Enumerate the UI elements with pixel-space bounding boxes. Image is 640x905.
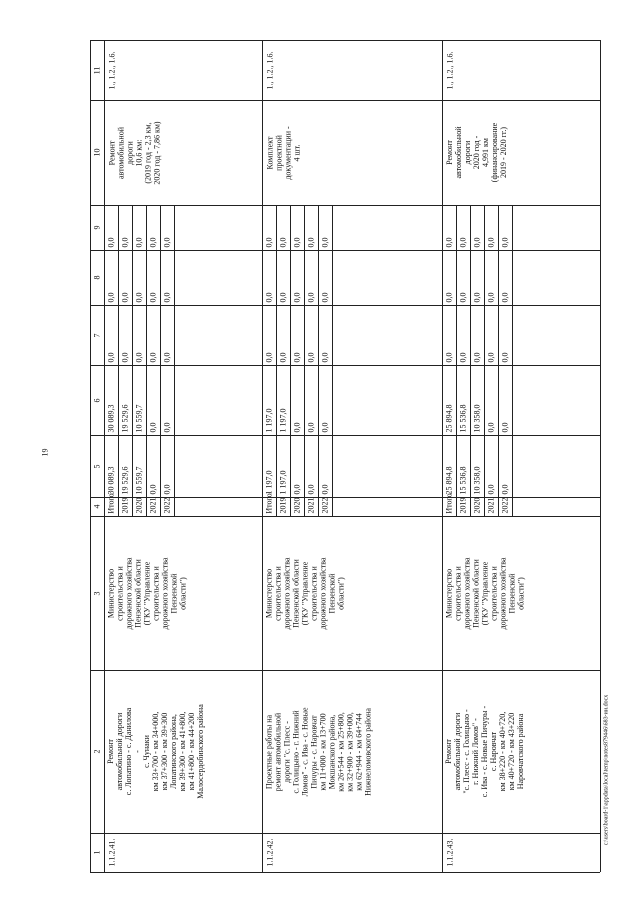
value-cell: 10 559,7 — [134, 466, 144, 494]
row-name-line: км 39+300 - км 41+800, — [177, 711, 187, 792]
value-cell: 15 536,8 — [458, 404, 468, 432]
row-target: 1., 1.2., 1.6. — [265, 51, 275, 89]
row-executor-line: Пензенской области — [132, 558, 142, 628]
row-executor-line: строительства и — [114, 565, 124, 621]
value-cell: 0,0 — [264, 292, 274, 302]
value-cell: 0,0 — [134, 237, 144, 247]
value-cell: 15 536,8 — [458, 466, 468, 494]
value-cell: 0,0 — [162, 292, 172, 302]
value-cell: 1 197,0 — [264, 470, 274, 494]
row-executor-line: Пензенской — [506, 573, 516, 613]
value-cell: 10 559,7 — [134, 404, 144, 432]
column-number-header: 10 — [92, 148, 102, 157]
value-cell: 0,0 — [278, 292, 288, 302]
row-target: 1., 1.2., 1.6. — [107, 51, 117, 89]
year-cell: 2019 — [120, 497, 130, 513]
row-executor-line: (ГКУ "Управление — [299, 561, 309, 625]
year-cell: 2020 — [472, 497, 482, 513]
grid-line-year — [318, 205, 319, 516]
value-cell: 0,0 — [444, 352, 454, 362]
row-result-line: дороги — [463, 140, 473, 165]
row-result-line: 2020 год - — [472, 135, 482, 170]
row-result-line: автомобильной — [116, 126, 126, 179]
grid-line-year — [174, 205, 175, 516]
row-executor-line: (ГКУ "Управление — [479, 561, 489, 625]
row-target: 1., 1.2., 1.6. — [445, 51, 455, 89]
row-name-line: Лопатинского района, — [168, 714, 178, 789]
page-number: 19 — [40, 448, 50, 456]
row-executor — [264, 557, 345, 629]
grid-line-vertical — [600, 40, 601, 872]
row-name-line: с. Чунаки — [141, 735, 151, 768]
column-number-header: 2 — [92, 749, 102, 754]
row-name-line: Наровчатского района — [516, 713, 526, 790]
value-cell: 0,0 — [162, 352, 172, 362]
value-cell: 0,0 — [486, 292, 496, 302]
year-cell: 2022 — [500, 497, 510, 513]
value-cell: 25 894,8 — [444, 404, 454, 432]
year-cell: 2021 — [306, 497, 316, 513]
row-name — [444, 706, 525, 797]
value-cell: 0,0 — [120, 237, 130, 247]
row-result-line: дороги — [125, 140, 135, 165]
row-executor-line: Пензенской области — [290, 558, 300, 628]
row-executor-line: дорожного хозяйства — [497, 557, 507, 629]
row-name-line: Ломов" - с. Ива - с. Новые — [300, 706, 310, 797]
value-cell: 0,0 — [500, 422, 510, 432]
value-cell: 0,0 — [444, 292, 454, 302]
value-cell: 0,0 — [162, 237, 172, 247]
row-name-line: г. Нижний Ломов" - — [471, 718, 481, 785]
value-cell: 10 358,0 — [472, 466, 482, 494]
value-cell: 0,0 — [292, 292, 302, 302]
grid-line-vertical — [90, 40, 91, 872]
row-executor-line: области") — [335, 576, 345, 610]
row-name-line: км 38+220 - км 40+720, — [498, 711, 508, 792]
row-name-line: Проектные работы на — [264, 714, 274, 789]
row-id: 1.1.2.43. — [445, 838, 455, 867]
row-name-line: км 40+720 - км 43+220 — [507, 712, 517, 791]
value-cell: 0,0 — [306, 237, 316, 247]
year-cell: 2022 — [320, 497, 330, 513]
row-result-line: (финансирование — [490, 122, 500, 183]
value-cell: 0,0 — [486, 237, 496, 247]
value-cell: 0,0 — [134, 292, 144, 302]
grid-line-year — [512, 205, 513, 516]
value-cell: 0,0 — [500, 292, 510, 302]
value-cell: 0,0 — [148, 352, 158, 362]
value-cell: 0,0 — [458, 292, 468, 302]
row-name-line: с. Голицыно - г. Нижний — [291, 709, 301, 794]
row-name-line: Ремонт — [444, 739, 454, 764]
value-cell: 0,0 — [444, 237, 454, 247]
year-cell: 2021 — [486, 497, 496, 513]
row-name-line: км 26+544 - км 25+800, — [336, 711, 346, 792]
row-name-line: с. Наровчат — [489, 731, 499, 772]
row-executor — [106, 557, 187, 629]
row-name-line: - — [132, 750, 142, 753]
value-cell: 0,0 — [500, 352, 510, 362]
value-cell: 0,0 — [162, 484, 172, 494]
grid-line-year — [484, 205, 485, 516]
grid-line-horizontal — [90, 305, 600, 306]
row-result-line: документации - — [283, 125, 293, 180]
year-cell: 2019 — [278, 497, 288, 513]
grid-line-year — [498, 205, 499, 516]
column-number-header: 9 — [92, 225, 102, 230]
value-cell: 0,0 — [472, 237, 482, 247]
row-name-line: км 37+300 - км 39+300 — [159, 712, 169, 791]
row-executor-line: строительства и — [488, 565, 498, 621]
value-cell: 0,0 — [292, 422, 302, 432]
value-cell: 0,0 — [306, 352, 316, 362]
grid-line-year — [132, 205, 133, 516]
row-name-line: Пичуры - с. Наровчат — [309, 714, 319, 789]
year-cell: 2020 — [134, 497, 144, 513]
grid-line-year — [470, 205, 471, 516]
row-result-line: Комплект — [265, 136, 275, 169]
year-cell: 2020 — [292, 497, 302, 513]
row-name-line: "с. Плесс - с. Голицыно - — [462, 709, 472, 794]
grid-line-year — [118, 205, 119, 516]
row-result-line: 2019 - 2020 гг.) — [499, 127, 509, 179]
column-number-header: 6 — [92, 398, 102, 402]
value-cell: 0,0 — [306, 484, 316, 494]
row-result — [107, 121, 161, 184]
value-cell: 0,0 — [486, 352, 496, 362]
value-cell: 0,0 — [292, 484, 302, 494]
column-number-header: 11 — [92, 66, 102, 74]
row-executor — [444, 557, 525, 629]
value-cell: 0,0 — [120, 352, 130, 362]
value-cell: 0,0 — [320, 292, 330, 302]
row-executor-line: (ГКУ "Управление — [141, 561, 151, 625]
row-name — [106, 704, 205, 799]
value-cell: 0,0 — [320, 484, 330, 494]
value-cell: 0,0 — [148, 422, 158, 432]
value-cell: 0,0 — [106, 237, 116, 247]
value-cell: 0,0 — [292, 237, 302, 247]
grid-line-horizontal — [90, 40, 600, 41]
row-name-line: Мокшанского района, — [327, 714, 337, 789]
value-cell: 0,0 — [134, 352, 144, 362]
row-result — [445, 123, 508, 182]
grid-line-horizontal — [90, 872, 600, 873]
row-result-line: 4,991 км — [481, 138, 491, 167]
row-executor-line: строительства и — [150, 565, 160, 621]
value-cell: 0,0 — [486, 422, 496, 432]
row-name-line: автомобильной дороги — [114, 712, 124, 791]
row-executor-line: строительства и — [452, 565, 462, 621]
row-executor-line: Пензенской — [326, 573, 336, 613]
row-id: 1.1.2.42. — [265, 838, 275, 867]
grid-line-horizontal — [90, 100, 600, 101]
row-executor-line: дорожного хозяйства — [159, 557, 169, 629]
grid-line-year — [290, 205, 291, 516]
grid-line-year — [456, 205, 457, 516]
value-cell: 0,0 — [320, 237, 330, 247]
grid-line-vertical — [442, 40, 443, 872]
row-name-line: Нижнеломовского района — [363, 707, 373, 796]
column-number-header: 1 — [92, 850, 102, 855]
row-name — [264, 707, 372, 796]
row-name-line: км 11+000 - км 13+700 — [318, 712, 328, 791]
grid-line-vertical — [262, 40, 263, 872]
value-cell: 10 358,0 — [472, 404, 482, 432]
row-result-line: Ремонт — [107, 140, 117, 165]
grid-line-year — [304, 205, 305, 516]
row-name-line: км 62+944 - км 64+744 — [354, 712, 364, 791]
grid-line-horizontal — [90, 670, 600, 671]
value-cell: 0,0 — [458, 352, 468, 362]
value-cell: 0,0 — [292, 352, 302, 362]
row-result-line: автомобильной — [454, 126, 464, 179]
column-number-header: 4 — [92, 504, 102, 509]
value-cell: 0,0 — [264, 352, 274, 362]
row-name-line: Малосердобинского района — [195, 704, 205, 799]
value-cell: 0,0 — [500, 237, 510, 247]
value-cell: 0,0 — [278, 237, 288, 247]
row-name-line: дороги "с. Плесс - — [282, 720, 292, 783]
row-executor-line: дорожного хозяйства — [317, 557, 327, 629]
grid-line-horizontal — [90, 365, 600, 366]
grid-line-horizontal — [90, 833, 600, 834]
row-executor-line: области") — [515, 576, 525, 610]
row-name-line: км 33+700 - км 34+000, — [150, 711, 160, 792]
row-executor-line: дорожного хозяйства — [461, 557, 471, 629]
value-cell: 30 089,3 — [106, 404, 116, 432]
value-cell: 0,0 — [320, 352, 330, 362]
row-executor-line: Министерство — [105, 568, 115, 618]
value-cell: 0,0 — [472, 352, 482, 362]
value-cell: 19 529,6 — [120, 466, 130, 494]
column-number-header: 7 — [92, 333, 102, 337]
year-cell: Итого — [106, 492, 116, 514]
year-cell: Итого — [444, 492, 454, 514]
row-executor-line: Пензенской области — [470, 558, 480, 628]
value-cell: 0,0 — [320, 422, 330, 432]
row-executor-line: дорожного хозяйства — [281, 557, 291, 629]
row-name-line: км 41+800 - км 44+200 — [186, 712, 196, 791]
value-cell: 30 089,3 — [106, 466, 116, 494]
value-cell: 0,0 — [148, 484, 158, 494]
grid-line-year — [160, 205, 161, 516]
row-result-line: 4 шт. — [292, 143, 302, 162]
value-cell: 0,0 — [306, 422, 316, 432]
value-cell: 25 894,8 — [444, 466, 454, 494]
year-cell: 2019 — [458, 497, 468, 513]
value-cell: 0,0 — [486, 484, 496, 494]
value-cell: 0,0 — [120, 292, 130, 302]
grid-line-year — [332, 205, 333, 516]
row-name-line: с. Лопатино - с. Данилова — [123, 707, 133, 796]
row-name-line: с. Ива - с. Новые Пичуры - — [480, 705, 490, 798]
column-number-header: 5 — [92, 464, 102, 468]
row-id: 1.1.2.41. — [107, 838, 117, 867]
value-cell: 0,0 — [278, 352, 288, 362]
file-path-footer: c:\users\board-1\appdata\local\temp\notes879446\683-ии.docx — [602, 694, 609, 846]
value-cell: 1 197,0 — [278, 408, 288, 432]
row-executor-line: Пензенской — [168, 573, 178, 613]
row-result — [265, 126, 301, 179]
value-cell: 0,0 — [306, 292, 316, 302]
value-cell: 0,0 — [500, 484, 510, 494]
value-cell: 0,0 — [264, 237, 274, 247]
grid-line-year — [146, 205, 147, 516]
row-executor-line: строительства и — [308, 565, 318, 621]
row-executor-line: строительства и — [272, 565, 282, 621]
row-name-line: ремонт автомобильной — [273, 712, 283, 791]
year-cell: 2021 — [148, 497, 158, 513]
value-cell: 0,0 — [148, 292, 158, 302]
value-cell: 0,0 — [162, 422, 172, 432]
row-executor-line: области") — [177, 576, 187, 610]
grid-line-horizontal — [90, 205, 600, 206]
row-executor-line: дорожного хозяйства — [123, 557, 133, 629]
value-cell: 0,0 — [106, 292, 116, 302]
row-executor-line: Министерство — [443, 568, 453, 618]
value-cell: 1 197,0 — [264, 408, 274, 432]
year-cell: Итого — [264, 492, 274, 514]
row-result-line: Ремонт — [445, 140, 455, 165]
row-executor-line: Министерство — [263, 568, 273, 618]
row-result-line: 2020 год - 7,86 км) — [152, 120, 162, 185]
value-cell: 0,0 — [148, 237, 158, 247]
value-cell: 19 529,6 — [120, 404, 130, 432]
value-cell: 0,0 — [106, 352, 116, 362]
row-name-line: Ремонт — [105, 739, 115, 764]
row-result-line: 10,6 км: — [134, 138, 144, 167]
column-number-header: 8 — [92, 275, 102, 280]
grid-line-horizontal — [90, 516, 600, 517]
grid-line-horizontal — [90, 250, 600, 251]
row-name-line: автомобильной дороги — [453, 712, 463, 791]
column-number-header: 3 — [92, 591, 102, 595]
year-cell: 2022 — [162, 497, 172, 513]
grid-line-horizontal — [90, 435, 600, 436]
row-result-line: проектной — [274, 134, 284, 171]
grid-line-year — [276, 205, 277, 516]
value-cell: 0,0 — [458, 237, 468, 247]
row-result-line: (2019 год - 2,3 км, — [143, 121, 153, 184]
value-cell: 1 197,0 — [278, 470, 288, 494]
value-cell: 0,0 — [472, 292, 482, 302]
row-name-line: км 32+900 - км 39+000, — [345, 711, 355, 792]
